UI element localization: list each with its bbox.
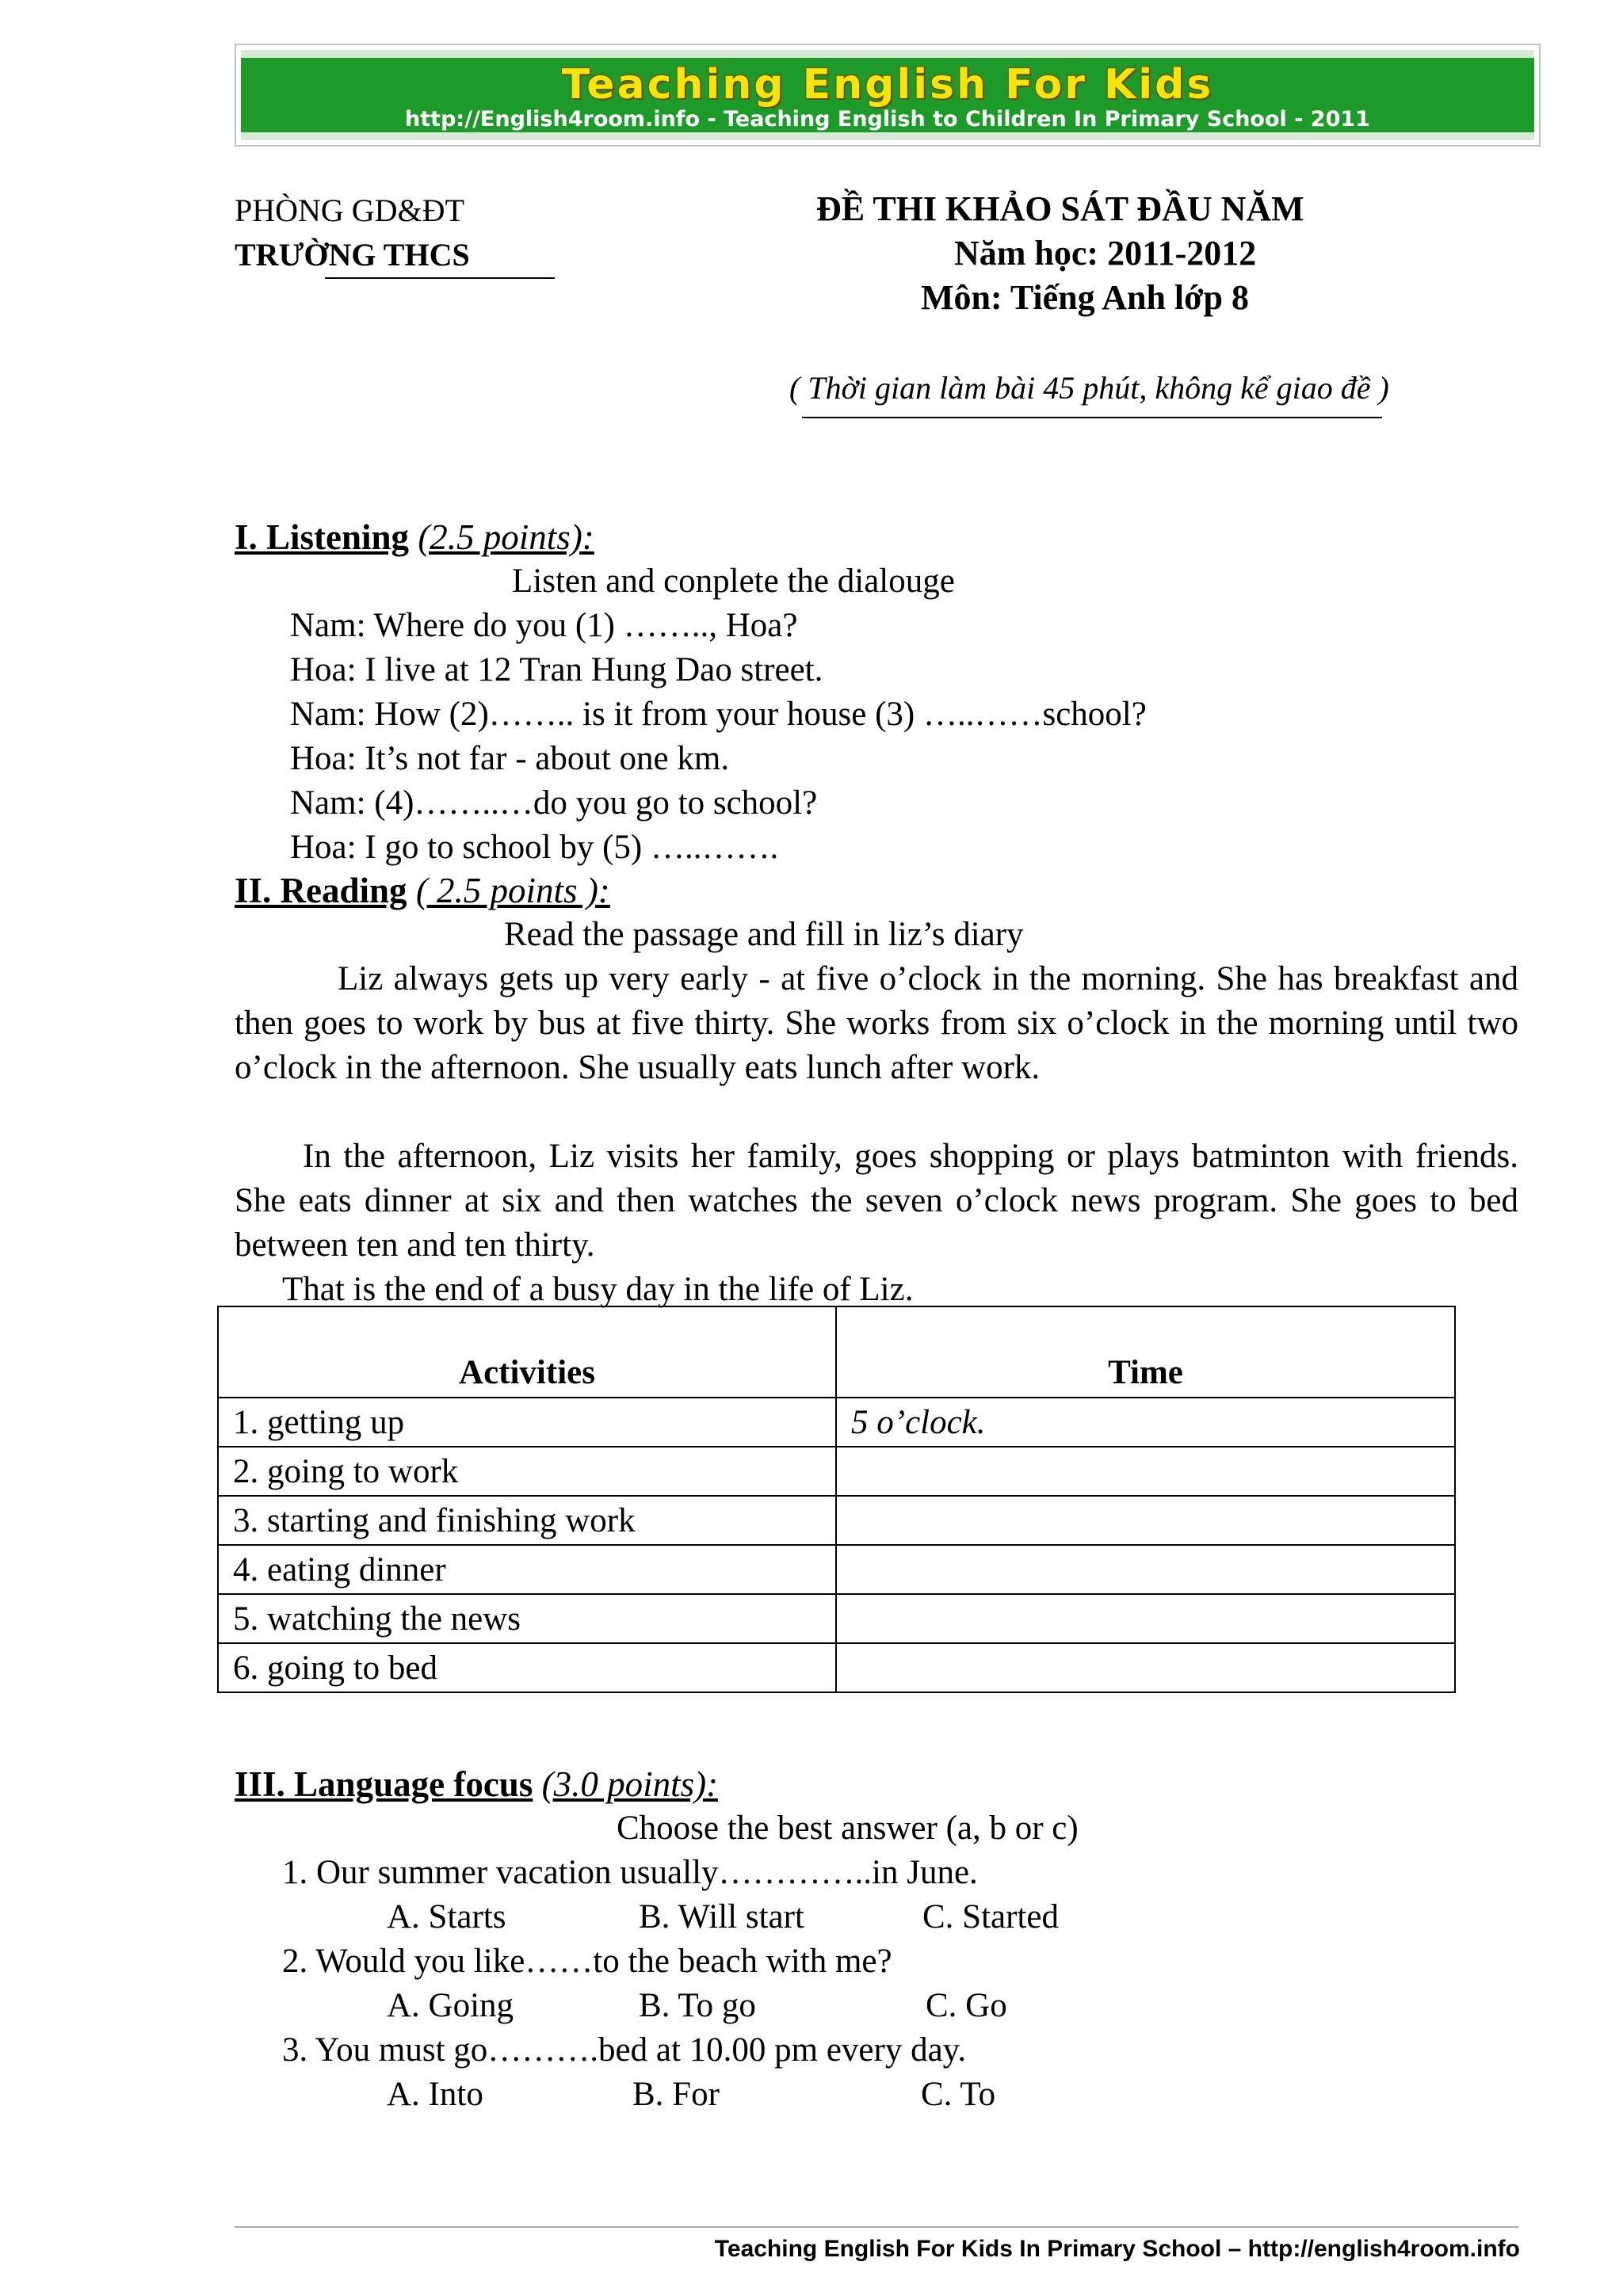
answer-option-b: B. To go [639,1987,756,2024]
activity-cell: 3. starting and finishing work [218,1496,836,1545]
column-header-time: Time [836,1306,1455,1398]
banner-bottom-stripe [241,132,1534,140]
school-underline [325,277,555,279]
activity-cell: 4. eating dinner [218,1545,836,1594]
time-note-underline [802,417,1382,418]
language-heading [235,1764,719,1804]
dialogue-line: Nam: How (2)…….. is it from your house (3) …..……school? [290,696,1147,733]
listening-points: (2.5 points): [418,517,594,557]
answer-option-b: B. For [632,2076,720,2113]
time-cell [836,1496,1455,1545]
answer-option-a: A. Into [387,2076,483,2113]
column-header-activities: Activities [218,1306,836,1398]
activity-cell: 5. watching the news [218,1594,836,1643]
answer-option-c: C. Started [922,1898,1059,1936]
question-text: 1. Our summer vacation usually…………..in June. [282,1854,978,1891]
school-year: Năm học: 2011-2012 [954,234,1257,273]
listening-instruction: Listen and conplete the dialouge [512,563,955,600]
subject-title: Môn: Tiếng Anh lớp 8 [921,278,1249,317]
time-cell [836,1643,1455,1692]
school-label: TRƯỜNG THCS [235,237,470,273]
activity-cell: 6. going to bed [218,1643,836,1692]
table-row [218,1496,1455,1545]
dialogue-line: Hoa: I go to school by (5) …..……. [290,829,779,866]
reading-title: II. Reading [235,871,407,910]
dialogue-line: Nam: (4)……..…do you go to school? [290,784,818,822]
table-row [218,1594,1455,1643]
banner-background [241,50,1534,140]
dialogue-line: Hoa: It’s not far - about one km. [290,740,730,777]
reading-paragraph-2: In the afternoon, Liz visits her family, goes shopping or plays batminton with friends. She eats dinner at six and then watches the seven o’clock news program. She goes to bed between ten and ten thirty. [235,1138,1518,1264]
activity-cell: 1. getting up [218,1398,836,1447]
exam-title: ĐỀ THI KHẢO SÁT ĐẦU NĂM [816,189,1304,228]
activity-cell: 2. going to work [218,1447,836,1496]
language-instruction: Choose the best answer (a, b or c) [617,1810,1079,1847]
dialogue-line: Hoa: I live at 12 Tran Hung Dao street. [290,651,823,688]
footer-divider [235,2226,1518,2228]
banner-subtitle: http://English4room.info - Teaching English to Children In Primary School - 2011 [405,107,1370,132]
header-banner [235,44,1541,147]
time-cell: 5 o’clock. [836,1398,1455,1447]
listening-heading [235,517,594,557]
table-row [218,1398,1455,1447]
dialogue-line: Nam: Where do you (1) …….., Hoa? [290,607,798,644]
question-text: 3. You must go……….bed at 10.00 pm every day. [282,2031,967,2069]
table-row [218,1447,1455,1496]
time-cell [836,1545,1455,1594]
reading-instruction: Read the passage and fill in liz’s diary [504,916,1024,953]
liz-diary-table [217,1306,1456,1693]
table-header-row [218,1306,1455,1398]
answer-option-a: A. Going [387,1987,514,2024]
language-points: (3.0 points): [541,1764,719,1804]
answer-option-c: C. To [921,2076,996,2113]
dept-label: PHÒNG GD&ĐT [235,193,464,228]
time-cell [836,1447,1455,1496]
language-title: III. Language focus [235,1764,533,1804]
reading-heading [235,873,610,909]
question-text: 2. Would you like……to the beach with me? [282,1943,892,1980]
table-row [218,1545,1455,1594]
answer-option-c: C. Go [926,1987,1007,2024]
time-note: ( Thời gian làm bài 45 phút, không kể giao đề ) [789,370,1389,406]
reading-points: ( 2.5 points ): [415,871,610,910]
reading-paragraph-3: That is the end of a busy day in the life of Liz. [282,1271,914,1308]
time-cell [836,1594,1455,1643]
answer-option-b: B. Will start [639,1898,804,1936]
banner-title: Teaching English For Kids [561,61,1214,109]
listening-title: I. Listening [235,517,410,557]
reading-paragraph-1: Liz always gets up very early - at five o’clock in the morning. She has breakfast and then goes to work by bus at five thirty. She works from six o’clock in the morning until two o’clock in the afternoon. She usually eats lunch after work. [235,960,1518,1086]
banner-top-stripe [241,50,1534,58]
answer-option-a: A. Starts [387,1898,506,1936]
table-row [218,1643,1455,1692]
footer-text: Teaching English For Kids In Primary School – http://english4room.info [714,2236,1520,2262]
